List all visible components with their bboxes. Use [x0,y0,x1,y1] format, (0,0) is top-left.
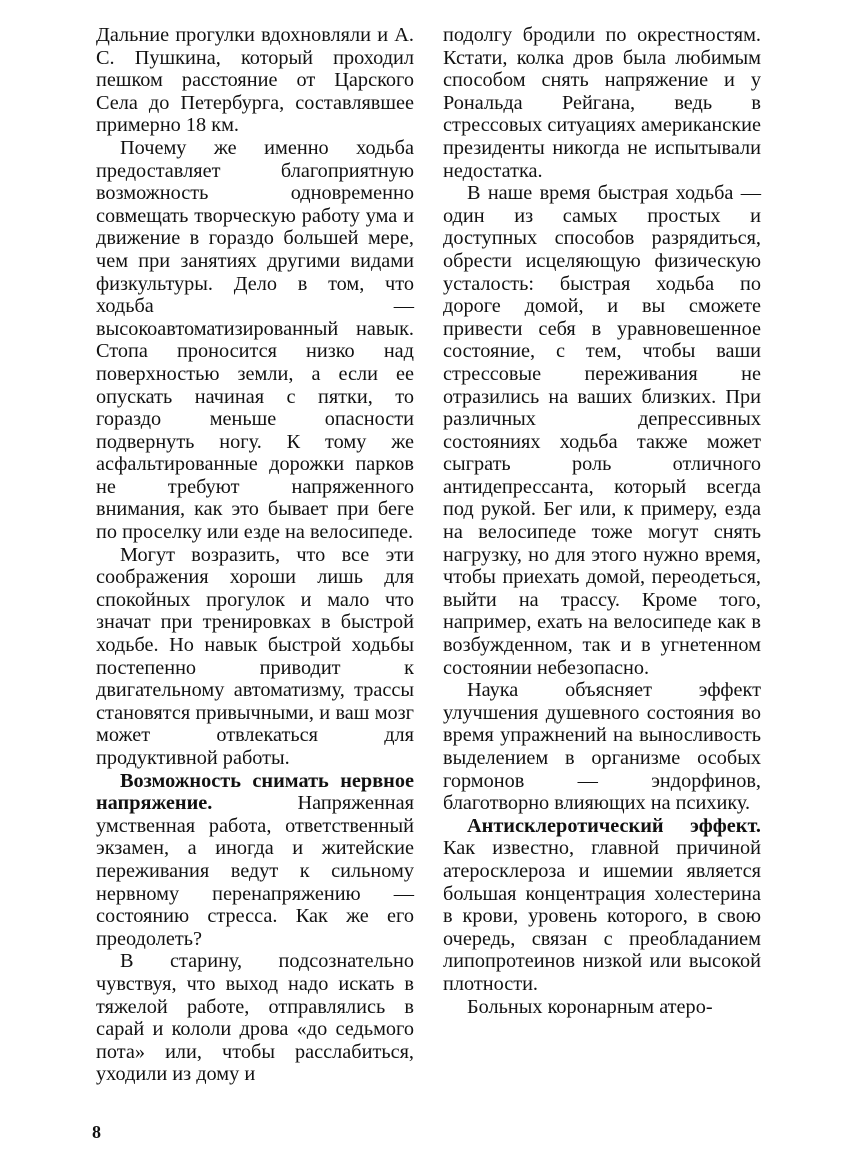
left-paragraph-2: Почему же именно ходьба предоставляет благоприятную возможность одновременно совмещать творческую работу ума и движение в гораздо большей мере, чем при занятиях другими видами физкультуры. Дело в том, что ходьба — высокоавтоматизированный навык. Стопа проносится низко над поверхностью земли, а если ее опускать начиная с пятки, то гораздо меньше опасности подвернуть ногу. К тому же асфальтированные дорожки парков не требуют напряженного внимания, как это бывает при беге по проселку или езде на велосипеде. [96,136,414,544]
left-column [96,24,414,1086]
left-paragraph-5: В старину, подсознательно чувствуя, что выход надо искать в тяжелой работе, отправлялись в сарай и кололи дрова «до седьмого пота» или, чтобы расслабиться, уходили из дому и [96,950,414,1086]
left-paragraph-4-text: Напряженная умственная работа, ответственный экзамен, а иногда и житейские переживания ведут к сильному нервному перенапряжению — состоянию стресса. Как же его преодолеть? [96,792,414,950]
left-paragraph-1: Дальние прогулки вдохновляли и А. С. Пушкина, который проходил пешком расстояние от Царского Села до Петербурга, составлявшее примерно 18 км. [96,24,414,137]
right-paragraph-4-text: Как известно, главной причиной атеросклероза и ишемии является большая концентрация холестерина в крови, уровень которого, в свою очередь, связан с преобладанием липопротеинов низкой или высокой плотности. [443,837,761,995]
right-column [443,24,761,1018]
left-paragraph-3: Могут возразить, что все эти соображения хороши лишь для спокойных прогулок и мало что значат при тренировках в быстрой ходьбе. Но навык быстрой ходьбы постепенно приводит к двигательному автоматизму, трассы становятся привычными, и ваш мозг может отвлекаться для продуктивной работы. [96,543,414,769]
right-paragraph-3: Наука объясняет эффект улучшения душевного состояния во время упражнений на выносливость выделением в организме особых гормонов — эндорфинов, благотворно влияющих на психику. [443,679,761,815]
right-paragraph-4 [443,815,761,996]
right-paragraph-5: Больных коронарным атеро- [467,995,713,1018]
right-paragraph-1: подолгу бродили по окрестностям. Кстати, колка дров была любимым способом снять напряжение и у Рональда Рейгана, ведь в стрессовых ситуациях американские президенты никогда не испытывали недостатка. [443,24,761,182]
section-heading-stress: Возможность снимать нервное напряжение. [96,769,414,815]
right-paragraph-2: В наше время быстрая ходьба — один из самых простых и доступных способов разрядиться, обрести исцеляющую физическую усталость: быстрая ходьба по дороге домой, и вы сможете привести себя в уравновешенное состояние, с тем, чтобы ваши стрессовые переживания не отразились на ваших близких. При различных депрессивных состояниях ходьба также может сыграть роль отличного антидепрессанта, который всегда под рукой. Бег или, к примеру, езда на велосипеде тоже могут снять нагрузку, но для этого нужно время, чтобы приехать домой, переодеться, выйти на трассу. Кроме того, например, ехать на велосипеде как в возбужденном, так и в угнетенном состоянии небезопасно. [443,182,761,679]
left-paragraph-4 [96,770,414,951]
page-number: 8 [92,1122,101,1142]
section-heading-antisclerotic: Антисклеротический эффект. [467,814,761,837]
